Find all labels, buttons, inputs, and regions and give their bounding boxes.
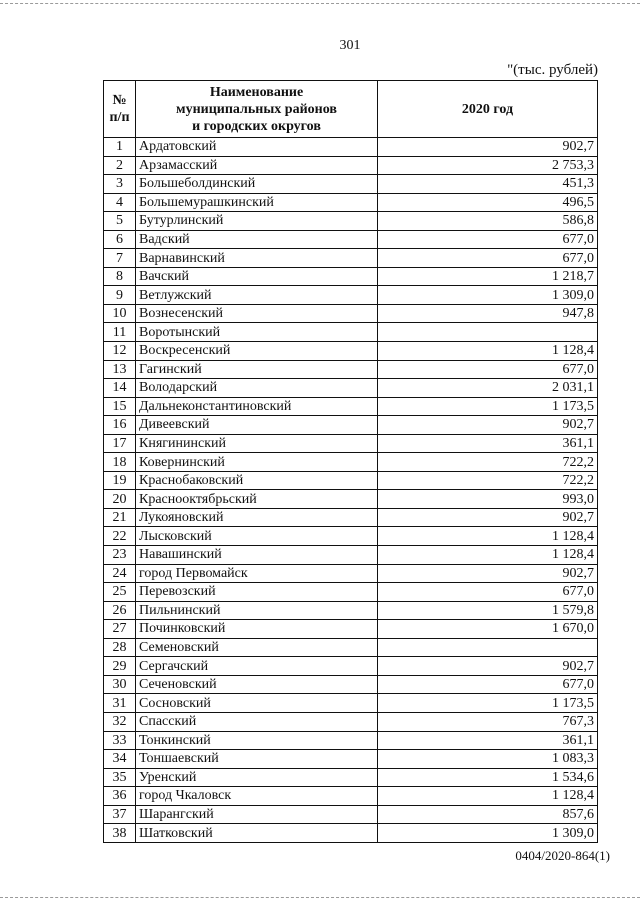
- page-edge-bottom: [0, 897, 640, 898]
- municipality-name-cell: Починковский: [136, 620, 378, 639]
- table-row: [104, 267, 598, 286]
- units-note: "(тыс. рублей): [507, 62, 598, 78]
- table-row: [104, 416, 598, 435]
- table-row: [104, 787, 598, 806]
- municipality-name-cell: Шарангский: [136, 805, 378, 824]
- table-row: [104, 212, 598, 231]
- amount-cell: 1 534,6: [378, 768, 598, 787]
- row-number-cell: 13: [104, 360, 136, 379]
- row-number-cell: 35: [104, 768, 136, 787]
- table-row: [104, 824, 598, 843]
- row-number-cell: 23: [104, 546, 136, 565]
- municipality-name-cell: Сосновский: [136, 694, 378, 713]
- municipality-name-cell: Лысковский: [136, 527, 378, 546]
- municipality-name-cell: Княгининский: [136, 434, 378, 453]
- header-number: № п/п: [104, 81, 136, 138]
- amount-cell: 902,7: [378, 138, 598, 157]
- amount-cell: 677,0: [378, 675, 598, 694]
- table-row: [104, 156, 598, 175]
- table-row: [104, 712, 598, 731]
- row-number-cell: 1: [104, 138, 136, 157]
- amount-cell: 947,8: [378, 304, 598, 323]
- municipality-name-cell: Ковернинский: [136, 453, 378, 472]
- amount-cell: 902,7: [378, 657, 598, 676]
- row-number-cell: 26: [104, 601, 136, 620]
- amount-cell: 1 173,5: [378, 694, 598, 713]
- table-row: [104, 434, 598, 453]
- municipality-name-cell: Арзамасский: [136, 156, 378, 175]
- table-row: [104, 527, 598, 546]
- municipality-name-cell: Дивеевский: [136, 416, 378, 435]
- amount-cell: 1 128,4: [378, 546, 598, 565]
- municipality-name-cell: Шатковский: [136, 824, 378, 843]
- row-number-cell: 21: [104, 508, 136, 527]
- row-number-cell: 20: [104, 490, 136, 509]
- row-number-cell: 32: [104, 712, 136, 731]
- municipality-name-cell: Семеновский: [136, 638, 378, 657]
- page-number: 301: [339, 38, 361, 53]
- table-row: [104, 601, 598, 620]
- row-number-cell: 25: [104, 583, 136, 602]
- amount-cell: 1 579,8: [378, 601, 598, 620]
- amount-cell: 2 031,1: [378, 379, 598, 398]
- table-row: [104, 175, 598, 194]
- table-row: [104, 342, 598, 361]
- row-number-cell: 14: [104, 379, 136, 398]
- table-row: [104, 230, 598, 249]
- amount-cell: 902,7: [378, 508, 598, 527]
- amount-cell: 677,0: [378, 360, 598, 379]
- municipality-name-cell: Большемурашкинский: [136, 193, 378, 212]
- amount-cell: 902,7: [378, 564, 598, 583]
- municipality-name-cell: Бутурлинский: [136, 212, 378, 231]
- municipality-name-cell: Варнавинский: [136, 249, 378, 268]
- row-number-cell: 30: [104, 675, 136, 694]
- row-number-cell: 19: [104, 471, 136, 490]
- amount-cell: 722,2: [378, 471, 598, 490]
- row-number-cell: 2: [104, 156, 136, 175]
- row-number-cell: 18: [104, 453, 136, 472]
- municipality-name-cell: Краснооктябрьский: [136, 490, 378, 509]
- row-number-cell: 29: [104, 657, 136, 676]
- table-body: [104, 138, 598, 843]
- table-row: [104, 397, 598, 416]
- amount-cell: [378, 323, 598, 342]
- municipality-name-cell: Краснобаковский: [136, 471, 378, 490]
- table-row: [104, 694, 598, 713]
- row-number-cell: 27: [104, 620, 136, 639]
- municipality-name-cell: Воскресенский: [136, 342, 378, 361]
- municipality-name-cell: Вознесенский: [136, 304, 378, 323]
- row-number-cell: 12: [104, 342, 136, 361]
- amount-cell: 857,6: [378, 805, 598, 824]
- row-number-cell: 38: [104, 824, 136, 843]
- table-row: [104, 360, 598, 379]
- row-number-cell: 22: [104, 527, 136, 546]
- row-number-cell: 8: [104, 267, 136, 286]
- table-row: [104, 805, 598, 824]
- amount-cell: 722,2: [378, 453, 598, 472]
- table-row: [104, 750, 598, 769]
- municipality-name-cell: Вачский: [136, 267, 378, 286]
- table-row: [104, 657, 598, 676]
- amount-cell: 451,3: [378, 175, 598, 194]
- amount-cell: 1 128,4: [378, 527, 598, 546]
- table-row: [104, 138, 598, 157]
- amount-cell: 1 128,4: [378, 787, 598, 806]
- municipality-name-cell: Воротынский: [136, 323, 378, 342]
- row-number-cell: 5: [104, 212, 136, 231]
- table-row: [104, 323, 598, 342]
- row-number-cell: 36: [104, 787, 136, 806]
- amount-cell: 1 173,5: [378, 397, 598, 416]
- amount-cell: 677,0: [378, 249, 598, 268]
- municipality-name-cell: Сергачский: [136, 657, 378, 676]
- row-number-cell: 15: [104, 397, 136, 416]
- municipality-name-cell: Большеболдинский: [136, 175, 378, 194]
- table-row: [104, 304, 598, 323]
- amount-cell: [378, 638, 598, 657]
- row-number-cell: 9: [104, 286, 136, 305]
- municipality-name-cell: город Первомайск: [136, 564, 378, 583]
- row-number-cell: 28: [104, 638, 136, 657]
- municipality-name-cell: Вадский: [136, 230, 378, 249]
- header-municipality: Наименование муниципальных районов и городских округов: [136, 81, 378, 138]
- table-row: [104, 675, 598, 694]
- amount-cell: 677,0: [378, 583, 598, 602]
- table-row: [104, 471, 598, 490]
- amount-cell: 496,5: [378, 193, 598, 212]
- row-number-cell: 7: [104, 249, 136, 268]
- row-number-cell: 4: [104, 193, 136, 212]
- row-number-cell: 31: [104, 694, 136, 713]
- amount-cell: 361,1: [378, 434, 598, 453]
- amount-cell: 1 083,3: [378, 750, 598, 769]
- amount-cell: 677,0: [378, 230, 598, 249]
- table-row: [104, 731, 598, 750]
- municipality-name-cell: Тоншаевский: [136, 750, 378, 769]
- document-code: 0404/2020-864(1): [515, 848, 610, 863]
- amount-cell: 1 128,4: [378, 342, 598, 361]
- municipality-name-cell: Пильнинский: [136, 601, 378, 620]
- row-number-cell: 16: [104, 416, 136, 435]
- municipality-name-cell: Навашинский: [136, 546, 378, 565]
- row-number-cell: 6: [104, 230, 136, 249]
- table-row: [104, 583, 598, 602]
- amount-cell: 1 670,0: [378, 620, 598, 639]
- municipality-name-cell: Тонкинский: [136, 731, 378, 750]
- municipality-name-cell: Ветлужский: [136, 286, 378, 305]
- page-edge-top: [0, 3, 640, 4]
- municipality-name-cell: Уренский: [136, 768, 378, 787]
- header-year: 2020 год: [378, 81, 598, 138]
- row-number-cell: 11: [104, 323, 136, 342]
- table-row: [104, 379, 598, 398]
- table-row: [104, 546, 598, 565]
- row-number-cell: 34: [104, 750, 136, 769]
- municipality-name-cell: город Чкаловск: [136, 787, 378, 806]
- table-row: [104, 286, 598, 305]
- row-number-cell: 24: [104, 564, 136, 583]
- amount-cell: 361,1: [378, 731, 598, 750]
- table-header-row: [104, 81, 598, 138]
- amount-cell: 993,0: [378, 490, 598, 509]
- row-number-cell: 10: [104, 304, 136, 323]
- municipality-name-cell: Сеченовский: [136, 675, 378, 694]
- appropriations-table: [103, 80, 598, 843]
- table-row: [104, 638, 598, 657]
- amount-cell: 1 218,7: [378, 267, 598, 286]
- amount-cell: 1 309,0: [378, 286, 598, 305]
- row-number-cell: 3: [104, 175, 136, 194]
- amount-cell: 1 309,0: [378, 824, 598, 843]
- table-row: [104, 490, 598, 509]
- row-number-cell: 17: [104, 434, 136, 453]
- municipality-name-cell: Перевозский: [136, 583, 378, 602]
- municipality-name-cell: Володарский: [136, 379, 378, 398]
- amount-cell: 767,3: [378, 712, 598, 731]
- table-row: [104, 768, 598, 787]
- table-row: [104, 620, 598, 639]
- amount-cell: 2 753,3: [378, 156, 598, 175]
- table-row: [104, 249, 598, 268]
- municipality-name-cell: Дальнеконстантиновский: [136, 397, 378, 416]
- table-row: [104, 564, 598, 583]
- table-row: [104, 508, 598, 527]
- row-number-cell: 33: [104, 731, 136, 750]
- row-number-cell: 37: [104, 805, 136, 824]
- amount-cell: 902,7: [378, 416, 598, 435]
- table-row: [104, 453, 598, 472]
- table-row: [104, 193, 598, 212]
- municipality-name-cell: Ардатовский: [136, 138, 378, 157]
- municipality-name-cell: Спасский: [136, 712, 378, 731]
- amount-cell: 586,8: [378, 212, 598, 231]
- municipality-name-cell: Гагинский: [136, 360, 378, 379]
- municipality-name-cell: Лукояновский: [136, 508, 378, 527]
